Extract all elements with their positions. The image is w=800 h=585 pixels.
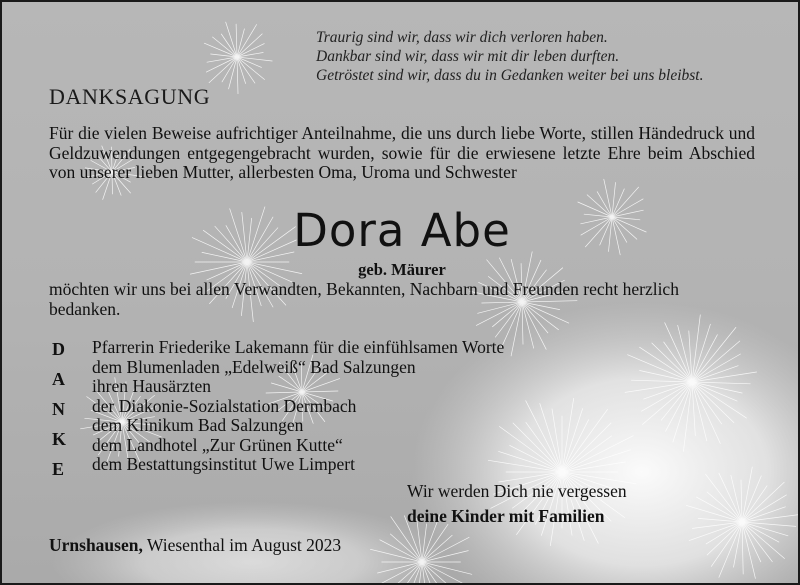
poem-line: Dankbar sind wir, dass wir mit dir leben durften. — [316, 48, 620, 65]
list-item: ihren Hausärzten — [92, 376, 212, 396]
acrostic-letter: A — [52, 369, 65, 389]
poem — [316, 28, 703, 85]
dandelion-seed-strand — [229, 57, 237, 89]
acrostic-letter: K — [52, 429, 67, 449]
thanks-list — [92, 338, 504, 475]
dandelion-seed-strand — [237, 29, 244, 57]
list-item: dem Landhotel „Zur Grünen Kutte“ — [92, 434, 343, 455]
heading: DANKSAGUNG — [49, 84, 211, 109]
closing-line: Wir werden Dich nie vergessen — [407, 481, 627, 501]
dandelion-seed-strand — [213, 37, 238, 57]
thanks-paragraph: Für die vielen Beweise aufrichtiger Anteilnahme, die uns durch liebe Worte, stillen Händedruck und Geldzuwendungen entgegengebracht wurden, sowie für die erwiesene letzte Ehre beim Abschied von unserer lieben Mutter, allerbesten Oma, Uroma und Schwester — [49, 123, 755, 182]
poem-line: Traurig sind wir, dass wir dich verloren haben. — [316, 29, 608, 46]
list-item: dem Klinikum Bad Salzungen — [92, 415, 304, 435]
list-item: Pfarrerin Friederike Lakemann für die einfühlsamen Worte — [92, 337, 505, 357]
birth-name: geb. Mäurer — [358, 260, 446, 279]
poem-line: Getröstet sind wir, dass du in Gedanken weiter bei uns bleibst. — [316, 67, 704, 84]
signature: deine Kinder mit Familien — [407, 506, 605, 526]
dandelion-seed-strand — [236, 24, 237, 57]
thanks-paragraph-2: möchten wir uns bei allen Verwandten, Bekannten, Nachbarn und Freunden recht herzlich bedanken. — [49, 279, 679, 319]
acrostic-letter: E — [52, 459, 65, 479]
list-item: dem Blumenladen „Edelweiß“ Bad Salzungen — [92, 356, 416, 377]
dandelion-seed-strand — [226, 22, 237, 57]
place-name: Urnshausen, — [49, 535, 143, 555]
acrostic-letter: N — [52, 399, 65, 419]
acrostic-letter: D — [52, 339, 65, 359]
list-item: der Diakonie-Sozialstation Dermbach — [92, 395, 357, 416]
deceased-name: Dora Abe — [293, 204, 511, 257]
place-date-text: Wiesenthal im August 2023 — [142, 535, 342, 555]
dandelion-seed-strand — [237, 57, 238, 94]
list-item: dem Bestattungsinstitut Uwe Limpert — [92, 454, 355, 474]
dandelion-seed-strand — [237, 57, 246, 84]
place-date-line — [49, 535, 341, 556]
dandelion-seed-strand — [237, 57, 265, 80]
